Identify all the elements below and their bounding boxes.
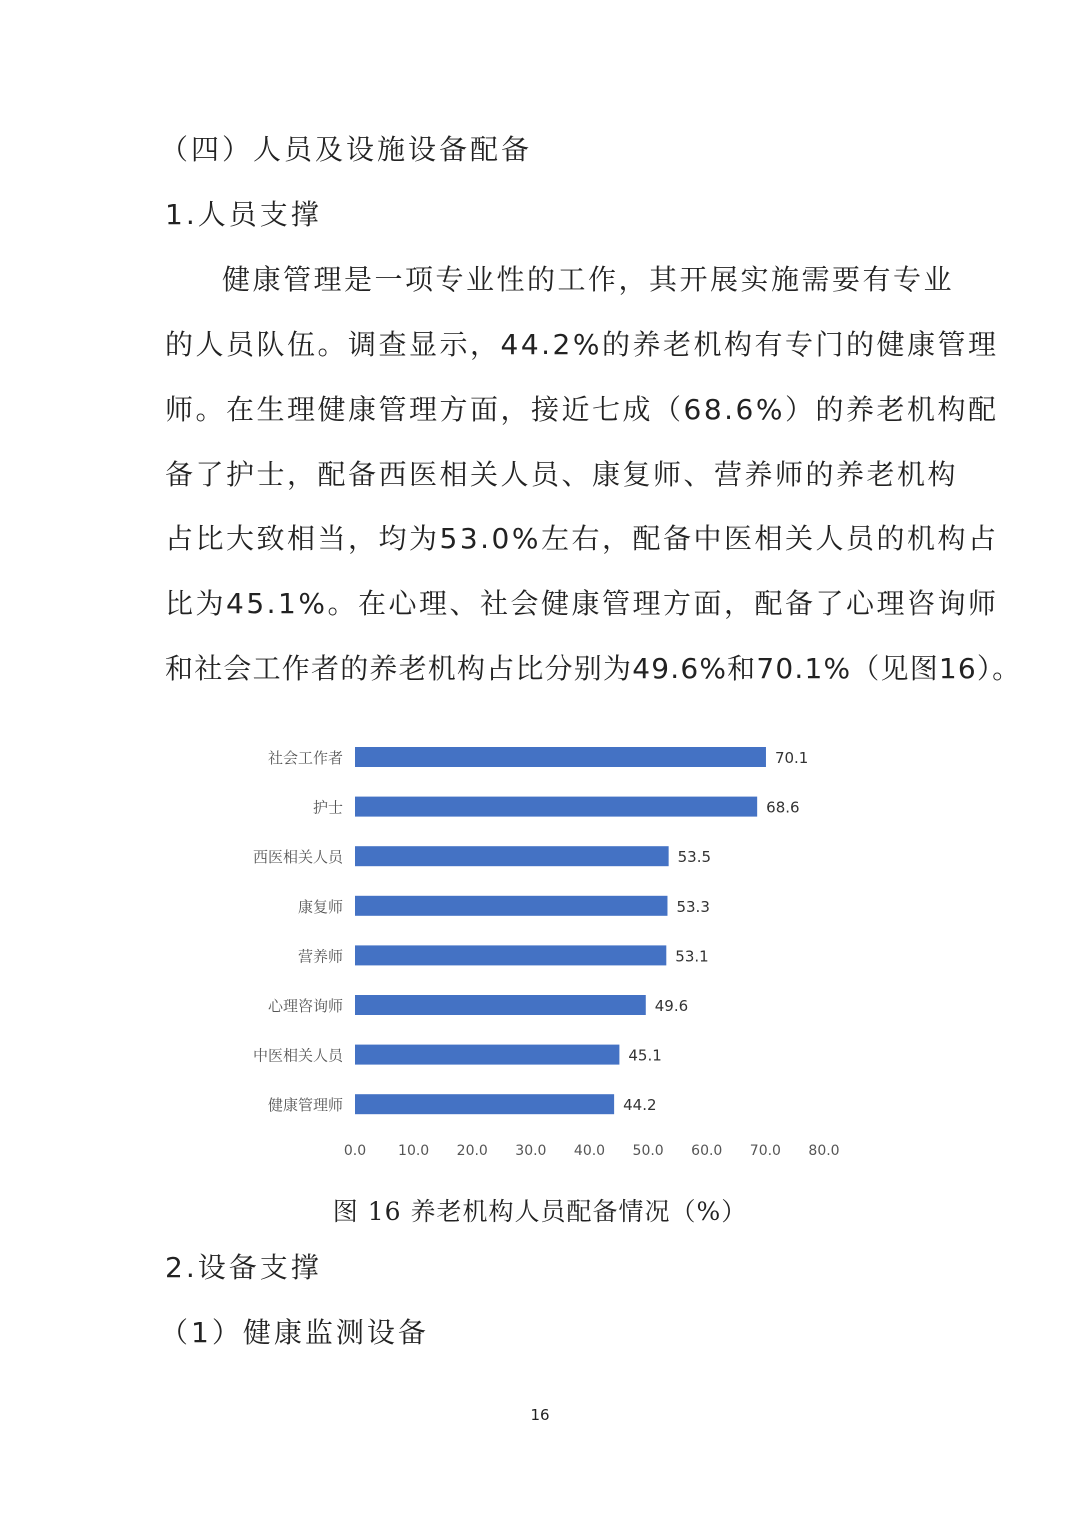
category-label: 西医相关人员 — [252, 848, 343, 867]
category-label: 康复师 — [297, 897, 343, 916]
category-label: 护士 — [312, 798, 343, 817]
paragraph-line: 师。在生理健康管理方面，接近七成（68.6%）的养老机构配 — [165, 393, 999, 426]
figure-caption: 图 16 养老机构人员配备情况（%） — [332, 1197, 748, 1226]
x-tick-label: 30.0 — [515, 1143, 547, 1159]
bar — [355, 747, 766, 767]
data-label: 49.6 — [654, 997, 689, 1015]
paragraph-line: 占比大致相当，均为53.0%左右，配备中医相关人员的机构占 — [165, 522, 999, 555]
data-label: 44.2 — [623, 1096, 657, 1115]
paragraph-line: 比为45.1%。在心理、社会健康管理方面，配备了心理咨询师 — [165, 587, 999, 620]
category-label: 心理咨询师 — [267, 997, 343, 1015]
x-tick-label: 50.0 — [632, 1143, 664, 1159]
data-label: 70.1 — [774, 749, 809, 767]
category-label: 健康管理师 — [267, 1096, 343, 1115]
subheading-health-monitoring: （1）健康监测设备 — [160, 1316, 429, 1349]
bar — [355, 1094, 614, 1114]
subheading-equipment: 2.设备支撑 — [165, 1251, 322, 1284]
data-label: 53.5 — [677, 848, 712, 867]
subheading-personnel: 1.人员支撑 — [165, 198, 322, 231]
x-tick-label: 70.0 — [749, 1143, 781, 1159]
x-tick-label: 20.0 — [456, 1143, 488, 1159]
data-label: 68.6 — [766, 798, 800, 817]
x-tick-label: 0.0 — [343, 1143, 367, 1159]
x-tick-label: 40.0 — [573, 1143, 606, 1159]
x-tick-label: 80.0 — [808, 1143, 840, 1159]
category-label: 中医相关人员 — [252, 1046, 343, 1065]
x-tick-label: 60.0 — [691, 1143, 723, 1159]
data-label: 45.1 — [628, 1046, 662, 1065]
bar — [355, 896, 667, 916]
section-heading: （四）人员及设施设备配备 — [160, 133, 533, 166]
bar — [355, 1045, 619, 1065]
bar — [355, 945, 666, 965]
bar-chart — [0, 720, 1080, 1180]
paragraph-line: 健康管理是一项专业性的工作，其开展实施需要有专业 — [222, 263, 955, 296]
data-label: 53.3 — [676, 897, 710, 916]
category-label: 营养师 — [297, 947, 343, 966]
bar — [355, 846, 669, 866]
paragraph-line: 备了护士，配备西医相关人员、康复师、营养师的养老机构 — [165, 458, 959, 491]
x-tick-label: 10.0 — [398, 1143, 430, 1159]
data-label: 53.1 — [675, 947, 709, 966]
page-number: 16 — [530, 1406, 550, 1424]
bar — [355, 797, 757, 817]
paragraph-line: 和社会工作者的养老机构占比分别为49.6%和70.1%（见图16）。 — [165, 652, 1022, 685]
bar — [355, 995, 646, 1015]
paragraph-line: 的人员队伍。调查显示，44.2%的养老机构有专门的健康管理 — [165, 328, 999, 361]
category-label: 社会工作者 — [267, 749, 343, 767]
